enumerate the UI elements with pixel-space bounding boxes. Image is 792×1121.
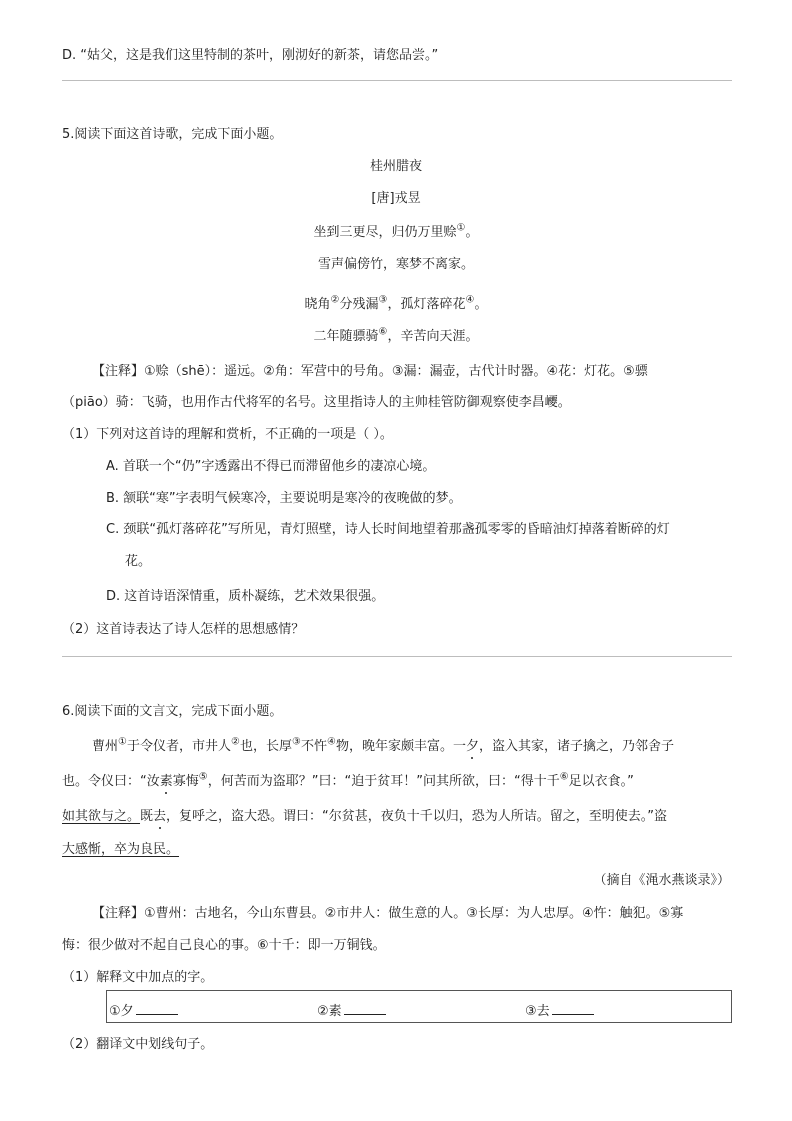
dotted-char: 去: [153, 809, 167, 824]
note-marker: ③: [291, 736, 301, 748]
answer-blank-1[interactable]: ①夕: [109, 1000, 178, 1019]
underlined-sentence: 如其欲与之。: [62, 809, 141, 824]
note-marker: ①: [118, 736, 127, 748]
poem-line-1: 坐到三更尽，归仍万里赊①。: [313, 222, 479, 240]
poem-title: 桂州腊夜: [369, 159, 422, 174]
poem-line-2: 雪声偏傍竹，寒梦不离家。: [317, 257, 474, 272]
blank-line[interactable]: [136, 1002, 178, 1015]
passage-line-2: 也。令仪曰：“汝素寡悔⑤，何苦而为盗耶？”曰：“迫于贫耳！”问其所欲，曰：“得十千⑥足以衣食。”: [62, 771, 634, 789]
q5-option-c-line-1: C. 颈联“孤灯落碎花”写所见，青灯照壁，诗人长时间地望着那盏孤零零的昏暗油灯掉落着断碎的灯: [106, 522, 670, 537]
poem-note-line-2: （piāo）骑：飞骑，也用作古代将军的名号。这里指诗人的主帅桂管防御观察使李昌巎。: [62, 395, 571, 410]
q5-option-c-line-2: 花。: [125, 554, 152, 569]
note-marker: ④: [326, 736, 336, 748]
underlined-sentence: 大感惭，卒为良民。: [62, 842, 180, 857]
q5-sub-question-1: （1）下列对这首诗的理解和赏析，不正确的一项是（ ）。: [62, 427, 393, 442]
q5-sub-question-2: （2）这首诗表达了诗人怎样的思想感情？: [62, 622, 305, 637]
q6-sub-question-2: （2）翻译文中划线句子。: [62, 1037, 214, 1052]
note-marker: ⑥: [378, 326, 388, 338]
answer-blank-2[interactable]: ②素: [317, 1000, 386, 1019]
dotted-char: 夕: [465, 739, 479, 754]
passage-line-4: [62, 838, 179, 857]
passage-source: （摘自《渑水燕谈录》）: [593, 873, 730, 888]
passage-note-line-1: 【注释】①曹州：古地名，今山东曹县。②市井人：做生意的人。③长厚：为人忠厚。④忤：触犯。⑤寡: [92, 906, 684, 921]
dotted-char: 素: [159, 774, 173, 789]
note-marker: ④: [465, 294, 475, 306]
divider: [62, 80, 732, 81]
q5-option-d: D. 这首诗语深情重，质朴凝练，艺术效果很强。: [106, 589, 385, 604]
poem-line-3: 晓角②分残漏③，孤灯落碎花④。: [304, 294, 488, 312]
q4-option-d: D. “姑父，这是我们这里特制的茶叶，刚沏好的新茶，请您品尝。”: [62, 48, 439, 63]
blank-line[interactable]: [344, 1002, 386, 1015]
q5-stem: 5.阅读下面这首诗歌，完成下面小题。: [62, 127, 283, 142]
q6-stem: 6.阅读下面的文言文，完成下面小题。: [62, 704, 283, 719]
passage-line-3: 如其欲与之。既去，复呼之，盗大恐。谓曰：“尔贫甚，夜负十千以归，恐为人所诘。留之，至明使去。”盗: [62, 809, 668, 824]
answer-box: [106, 990, 732, 1023]
q5-option-a: A. 首联一个“仍”字透露出不得已而滞留他乡的凄凉心境。: [106, 459, 436, 474]
blank-line[interactable]: [552, 1002, 594, 1015]
answer-blank-3[interactable]: ③去: [525, 1000, 594, 1019]
note-marker: ②: [231, 736, 240, 748]
note-marker: ⑥: [559, 771, 569, 783]
passage-note-line-2: 悔：很少做对不起自己良心的事。⑥十千：即一万铜钱。: [62, 938, 386, 953]
q5-option-b: B. 颔联“寒”字表明气候寒冷，主要说明是寒冷的夜晚做的梦。: [106, 491, 462, 506]
poem-line-4: 二年随骠骑⑥，辛苦向天涯。: [313, 326, 479, 344]
poem-note-line-1: 【注释】①赊（shē）：遥远。②角：军营中的号角。③漏：漏壶，古代计时器。④花：灯花。⑤骠: [92, 364, 648, 379]
q6-sub-question-1: （1）解释文中加点的字。: [62, 970, 214, 985]
passage-line-1: 曹州①于令仪者，市井人②也，长厚③不忤④物，晚年家颇丰富。一夕，盗入其家，诸子擒之，乃邻舍子: [92, 736, 674, 754]
poem-author: [唐]戎昱: [371, 191, 421, 206]
note-marker: ③: [378, 294, 388, 306]
divider: [62, 656, 732, 657]
note-marker: ②: [330, 294, 340, 306]
note-marker: ①: [456, 222, 466, 234]
note-marker: ⑤: [198, 771, 208, 783]
